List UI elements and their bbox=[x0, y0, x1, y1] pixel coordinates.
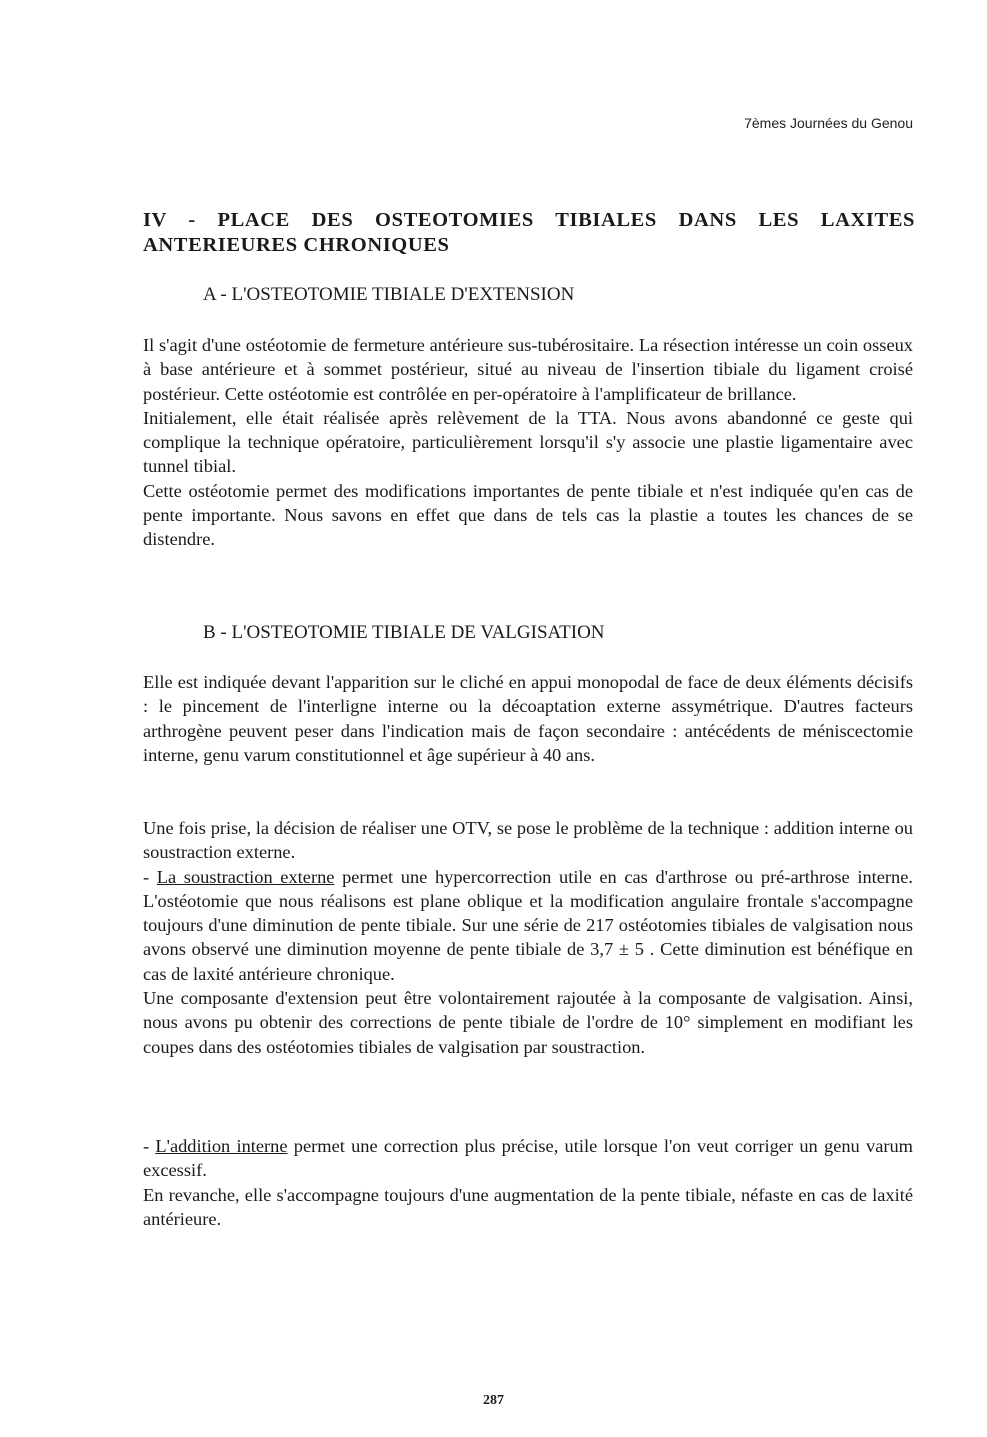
paragraph: Elle est indiquée devant l'apparition sur le cliché en appui monopodal de face de deux éléments décisifs : le pincement de l'interligne interne ou la décoaptation externe assymétrique. D'autres facteurs arthrogène peuvent peser dans l'indication mais de façon secondaire : antécédents de méniscectomie interne, genu varum constitutionnel et âge supérieur à 40 ans. bbox=[143, 672, 913, 765]
paragraph: Une fois prise, la décision de réaliser une OTV, se pose le problème de la technique : addition interne ou soustraction externe. bbox=[143, 818, 913, 863]
soustraction-paragraph bbox=[143, 865, 913, 986]
soustraction-label: La soustraction externe bbox=[156, 866, 335, 887]
section-title: IV - PLACE DES OSTEOTOMIES TIBIALES DANS LES LAXITES ANTERIEURES CHRONIQUES bbox=[143, 209, 915, 256]
section-b-addition bbox=[143, 1134, 913, 1231]
paragraph: En revanche, elle s'accompagne toujours d'une augmentation de la pente tibiale, néfaste en cas de laxité antérieure. bbox=[143, 1184, 913, 1229]
subsection-title-a: A - L'OSTEOTOMIE TIBIALE D'EXTENSION bbox=[203, 284, 575, 305]
paragraph: Cette ostéotomie permet des modifications importantes de pente tibiale et n'est indiquée qu'en cas de pente importante. Nous savons en effet que dans de tels cas la plastie a toutes les chances de se distendre. bbox=[143, 480, 913, 550]
section-a-body bbox=[143, 333, 913, 552]
running-header: 7èmes Journées du Genou bbox=[744, 115, 913, 131]
page-number: 287 bbox=[483, 1393, 504, 1408]
section-b-technique bbox=[143, 816, 913, 1059]
addition-text: permet une correction plus précise, utile lorsque l'on veut corriger un genu varum excessif. bbox=[143, 1136, 913, 1181]
list-dash: - bbox=[143, 1136, 156, 1156]
paragraph: Il s'agit d'une ostéotomie de fermeture antérieure sus-tubérositaire. La résection intéresse un coin osseux à base antérieure et à sommet postérieur, situé au niveau de l'insertion tibiale du ligament croisé postérieur. Cette ostéotomie est contrôlée en per-opératoire à l'amplificateur de brillance. bbox=[143, 335, 913, 404]
section-b-intro bbox=[143, 670, 913, 767]
list-dash: - bbox=[143, 866, 157, 887]
paragraph: Une composante d'extension peut être volontairement rajoutée à la composante de valgisation. Ainsi, nous avons pu obtenir des corrections de pente tibiale de l'ordre de 10° simplement en modifiant les coupes dans des ostéotomies tibiales de valgisation par soustraction. bbox=[143, 988, 913, 1057]
subsection-title-b: B - L'OSTEOTOMIE TIBIALE DE VALGISATION bbox=[203, 622, 605, 643]
soustraction-text: permet une hypercorrection utile en cas d'arthrose ou pré-arthrose interne. L'ostéotomie que nous réalisons est plane oblique et la modification angulaire frontale s'accompagne toujours d'une diminution de pente tibiale. Sur une série de 217 ostéotomies tibiales de valgisation nous avons observé une diminution moyenne de pente tibiale de 3,7 ± 5 . Cette diminution est bénéfique en cas de laxité antérieure chronique. bbox=[143, 866, 914, 984]
paragraph: Initialement, elle était réalisée après relèvement de la TTA. Nous avons abandonné ce geste qui complique la technique opératoire, particulièrement lorsqu'il s'y associe une plastie ligamentaire avec tunnel tibial. bbox=[143, 407, 913, 477]
addition-paragraph bbox=[143, 1134, 913, 1183]
addition-label: L'addition interne bbox=[155, 1136, 288, 1156]
